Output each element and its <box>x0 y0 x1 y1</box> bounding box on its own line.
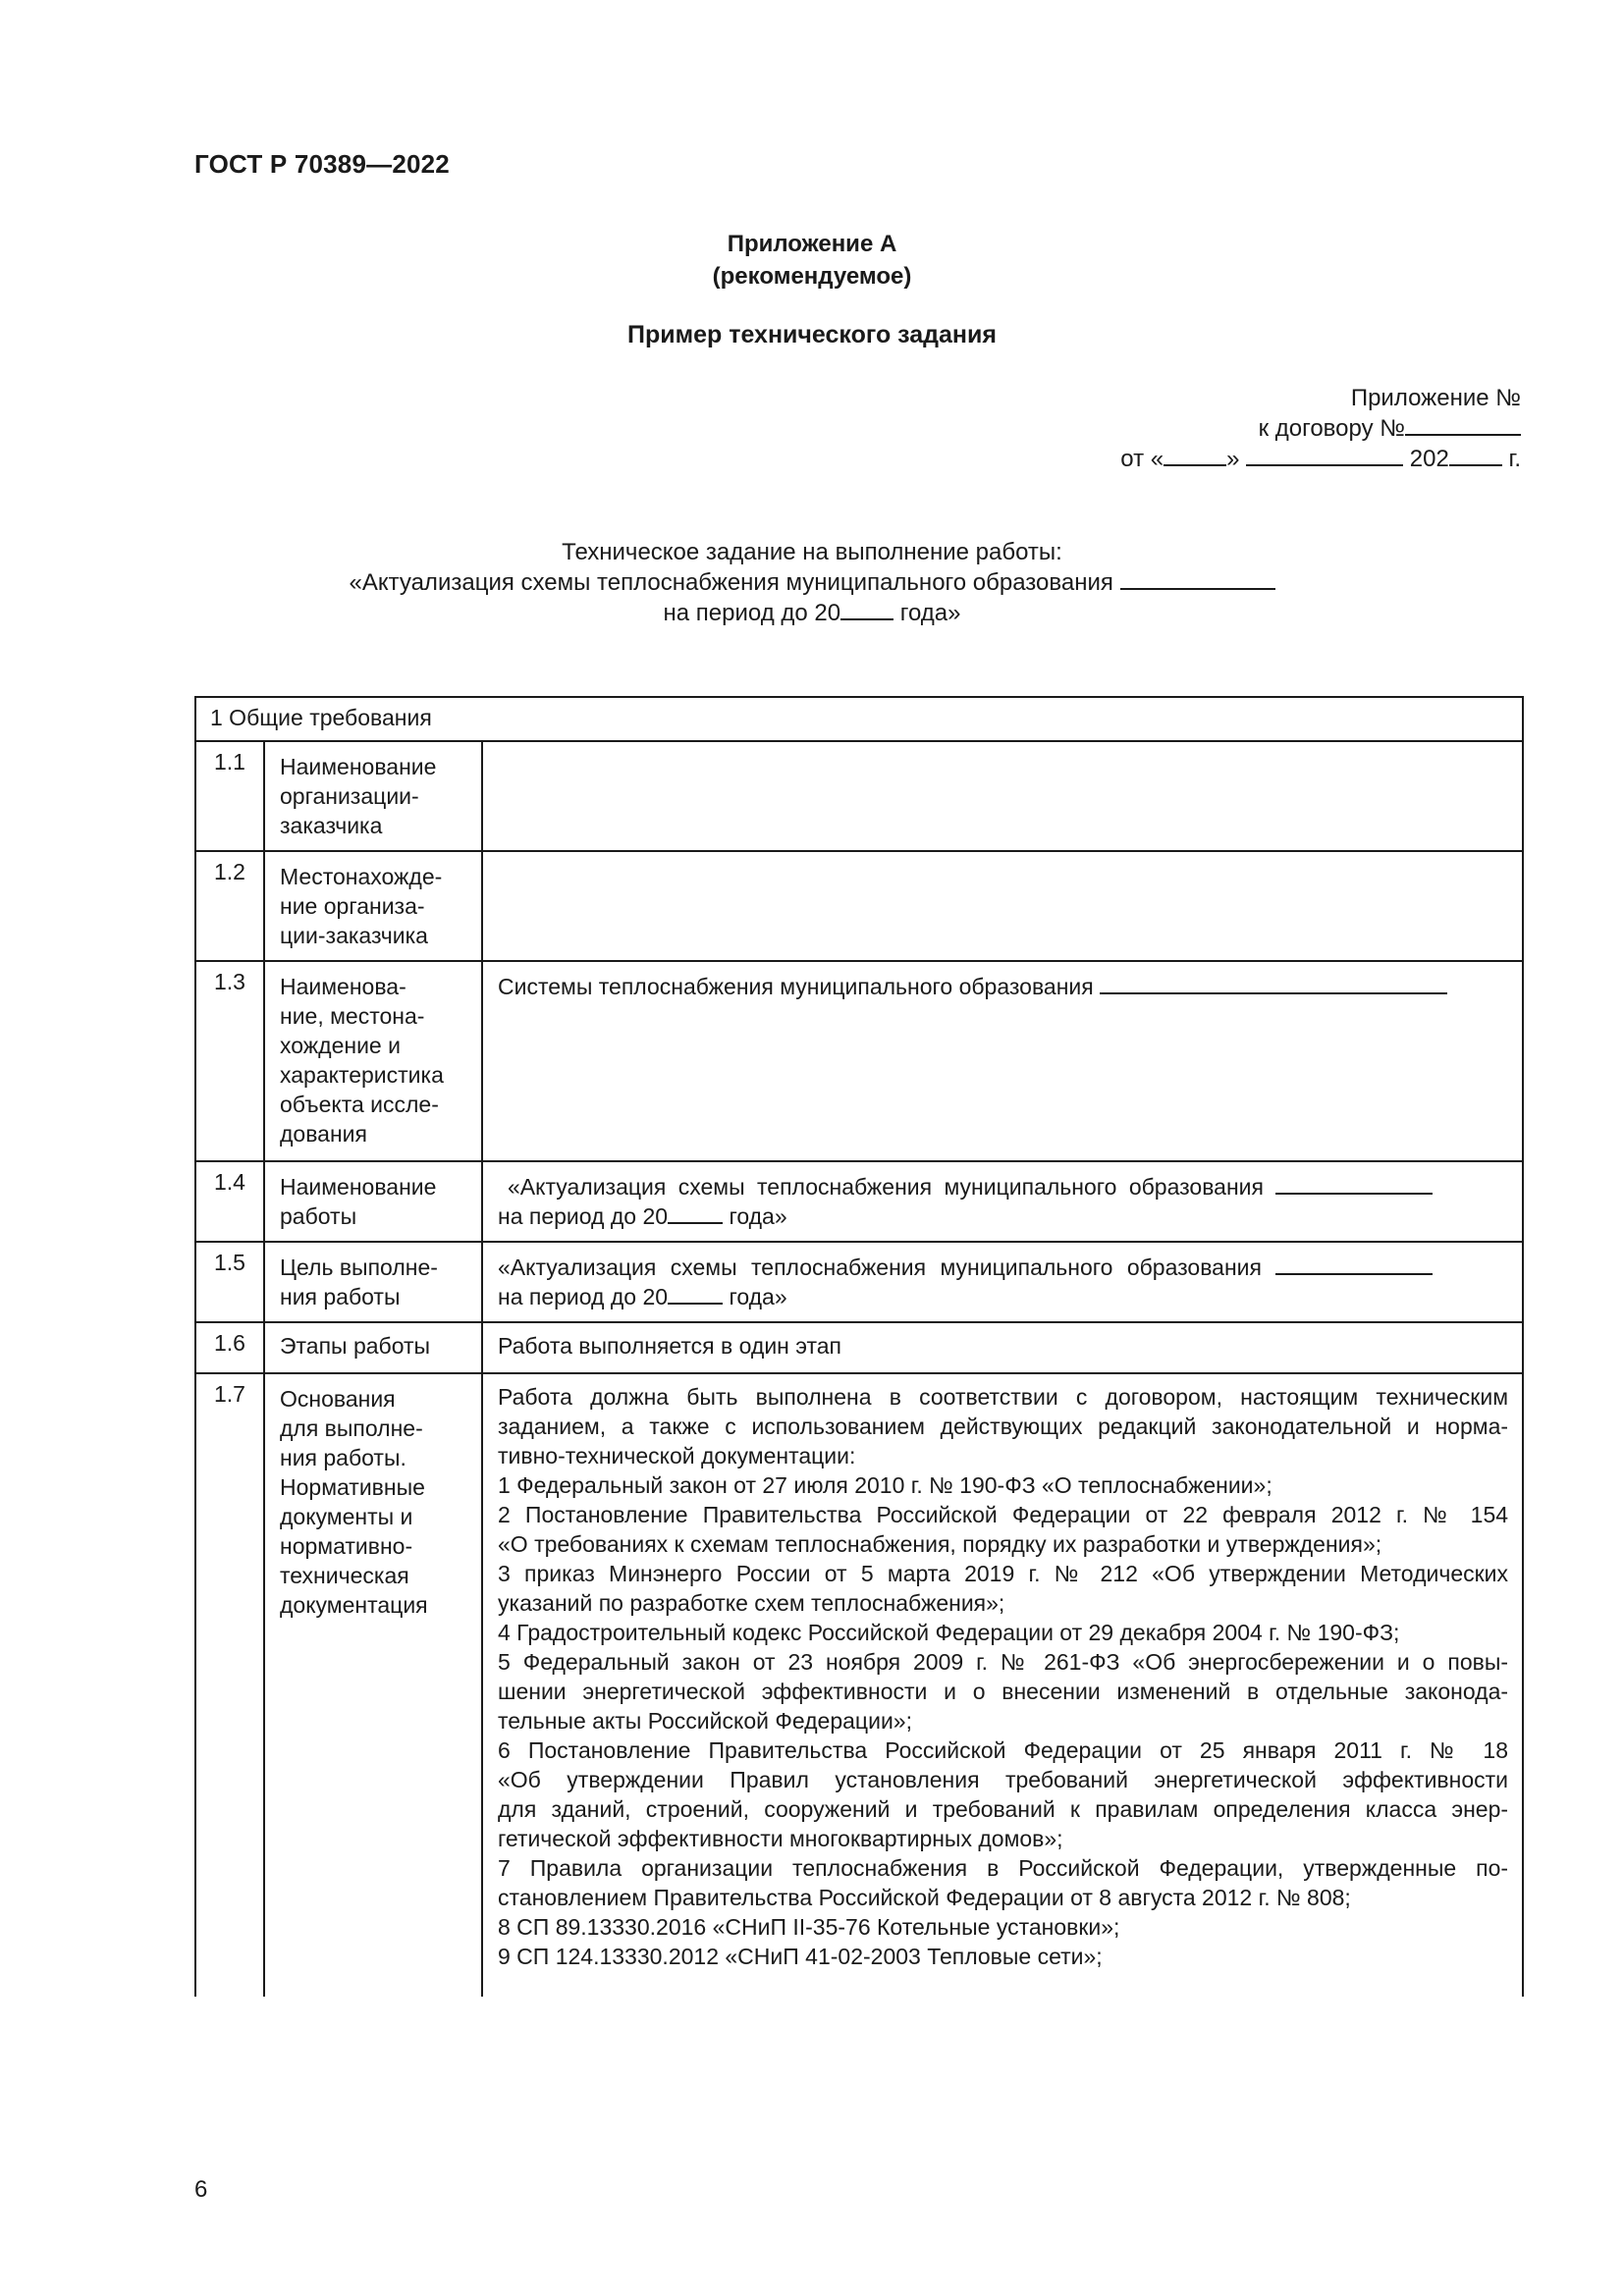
year-blank <box>668 1202 723 1224</box>
row-number: 1.3 <box>195 961 264 1161</box>
table-row <box>195 741 1523 851</box>
table-row <box>195 1242 1523 1322</box>
table-row <box>195 1322 1523 1373</box>
ref-line-annex-number: Приложение № <box>1350 385 1521 411</box>
content-line: гетической эффективности многоквартирных домов»; <box>498 1826 1063 1851</box>
year-blank <box>668 1283 723 1305</box>
content-line: «О требованиях к схемам теплоснабжения, порядку их разработки и утверждения»; <box>498 1531 1382 1557</box>
annex-status: (рекомендуемое) <box>712 263 912 290</box>
year-blank <box>840 599 893 620</box>
month-blank <box>1246 445 1403 466</box>
row-label: Наименование работы <box>264 1161 482 1242</box>
table-row <box>195 1373 1523 1997</box>
content-line: заданием, а также с использованием действующих редакций законодательной и норма- <box>498 1414 1509 1439</box>
ref-line-date: от « » 202 г. <box>1120 446 1521 472</box>
content-line: 7 Правила организации теплоснабжения в Российской Федерации, утвержденные по- <box>498 1855 1509 1881</box>
row-label: Цель выполне- ния работы <box>264 1242 482 1322</box>
page-number: 6 <box>194 2176 208 2203</box>
row-number: 1.7 <box>195 1373 264 1997</box>
section-header-row <box>195 697 1523 741</box>
document-code: ГОСТ Р 70389—2022 <box>194 149 450 179</box>
content-line: 3 приказ Минэнерго России от 5 марта 2019 г. № 212 «Об утверждении Методических <box>498 1561 1509 1586</box>
table-row <box>195 961 1523 1161</box>
row-content <box>482 741 1523 851</box>
annex-heading <box>0 228 1624 293</box>
table-row <box>195 851 1523 961</box>
row-content: Работа выполняется в один этап <box>482 1322 1523 1373</box>
content-line: становлением Правительства Российской Федерации от 8 августа 2012 г. № 808; <box>498 1885 1351 1910</box>
content-line: шении энергетической эффективности и о внесении изменений в отдельные законода- <box>498 1679 1509 1704</box>
row-label: Местонахожде- ние организа- ции-заказчика <box>264 851 482 961</box>
assignment-line-2: «Актуализация схемы теплоснабжения муниципального образования <box>0 567 1624 598</box>
row-label: Основания для выполне- ния работы. Нормативные документы и нормативно- техническая документация <box>264 1373 482 1997</box>
row-content: «Актуализация схемы теплоснабжения муниципального образования на период до 20 года» <box>482 1242 1523 1322</box>
content-line: «Об утверждении Правил установления требований энергетической эффективности <box>498 1767 1509 1792</box>
year-blank <box>1449 445 1502 466</box>
content-line: 4 Градостроительный кодекс Российской Федерации от 29 декабря 2004 г. № 190-ФЗ; <box>498 1620 1400 1645</box>
row-number: 1.1 <box>195 741 264 851</box>
assignment-title <box>0 537 1624 628</box>
content-line: указаний по разработке схем теплоснабжения»; <box>498 1590 1005 1616</box>
row-number: 1.4 <box>195 1161 264 1242</box>
row-content: «Актуализация схемы теплоснабжения муниципального образования на период до 20 года» <box>482 1161 1523 1242</box>
content-line: Работа должна быть выполнена в соответствии с договором, настоящим техническим <box>498 1384 1509 1410</box>
row-number: 1.2 <box>195 851 264 961</box>
content-line: 8 СП 89.13330.2016 «СНиП II-35-76 Котельные установки»; <box>498 1914 1120 1940</box>
assignment-line-1: Техническое задание на выполнение работы: <box>562 539 1062 565</box>
content-line: тивно-технической документации: <box>498 1443 856 1468</box>
municipality-blank <box>1275 1173 1433 1195</box>
row-content: Системы теплоснабжения муниципального образования <box>482 961 1523 1161</box>
row-label: Наименова- ние, местона- хождение и характеристика объекта иссле- дования <box>264 961 482 1161</box>
municipality-blank <box>1275 1254 1433 1275</box>
row-number: 1.5 <box>195 1242 264 1322</box>
requirements-table <box>194 696 1524 1997</box>
contract-reference <box>1120 383 1521 474</box>
content-line: 6 Постановление Правительства Российской Федерации от 25 января 2011 г. № 18 <box>498 1737 1509 1763</box>
municipality-blank <box>1120 568 1275 590</box>
day-blank <box>1164 445 1226 466</box>
content-line: для зданий, строений, сооружений и требований к правилам определения класса энер- <box>498 1796 1509 1822</box>
content-line: 2 Постановление Правительства Российской Федерации от 22 февраля 2012 г. № 154 <box>498 1502 1509 1527</box>
row-content <box>482 851 1523 961</box>
assignment-line-3: на период до 20 года» <box>663 600 961 626</box>
example-title: Пример технического задания <box>627 321 997 348</box>
ref-line-contract-number: к договору № <box>1120 413 1521 444</box>
row-content <box>482 1373 1523 1997</box>
row-label: Этапы работы <box>264 1322 482 1373</box>
content-line: 5 Федеральный закон от 23 ноября 2009 г. № 261-ФЗ «Об энергосбережении и о повы- <box>498 1649 1509 1675</box>
row-label: Наименование организации- заказчика <box>264 741 482 851</box>
section-title: 1 Общие требования <box>195 697 1523 741</box>
annex-title: Приложение А <box>727 231 897 257</box>
row-number: 1.6 <box>195 1322 264 1373</box>
content-line: 1 Федеральный закон от 27 июля 2010 г. № 190-ФЗ «О теплоснабжении»; <box>498 1472 1272 1498</box>
content-line: тельные акты Российской Федерации»; <box>498 1708 912 1734</box>
content-line: 9 СП 124.13330.2012 «СНиП 41-02-2003 Тепловые сети»; <box>498 1944 1103 1969</box>
municipality-blank <box>1100 973 1447 994</box>
contract-number-blank <box>1405 414 1521 436</box>
table-row <box>195 1161 1523 1242</box>
